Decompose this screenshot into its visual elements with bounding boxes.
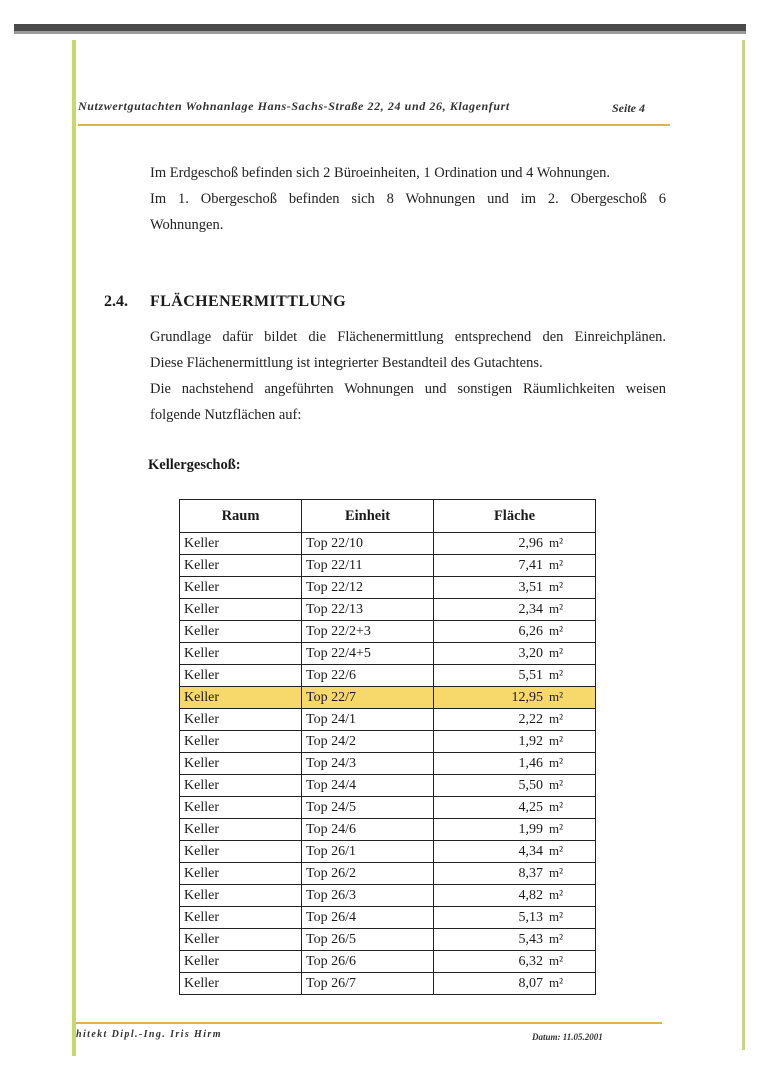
cell-flaeche bbox=[434, 533, 596, 555]
cell-raum: Keller bbox=[180, 533, 302, 555]
cell-raum: Keller bbox=[180, 577, 302, 599]
flaeche-unit: m² bbox=[548, 733, 563, 748]
cell-einheit: Top 22/4+5 bbox=[302, 643, 434, 665]
cell-einheit: Top 24/6 bbox=[302, 819, 434, 841]
table-row bbox=[180, 731, 596, 753]
intro-line-3: Wohnungen. bbox=[150, 217, 224, 233]
cell-einheit: Top 22/10 bbox=[302, 533, 434, 555]
table-row bbox=[180, 775, 596, 797]
footer-date: Datum: 11.05.2001 bbox=[532, 1032, 603, 1042]
column-header-flaeche: Fläche bbox=[434, 500, 596, 533]
flaeche-value: 8,37 bbox=[518, 866, 543, 881]
cell-flaeche bbox=[434, 709, 596, 731]
column-header-raum: Raum bbox=[180, 500, 302, 533]
cell-flaeche bbox=[434, 555, 596, 577]
flaeche-value: 6,32 bbox=[518, 954, 543, 969]
cell-einheit: Top 26/2 bbox=[302, 863, 434, 885]
flaeche-unit: m² bbox=[548, 777, 563, 792]
flaeche-value: 1,46 bbox=[518, 756, 543, 771]
table-row bbox=[180, 599, 596, 621]
flaeche-unit: m² bbox=[548, 909, 563, 924]
cell-einheit: Top 24/3 bbox=[302, 753, 434, 775]
cell-raum: Keller bbox=[180, 797, 302, 819]
cell-raum: Keller bbox=[180, 885, 302, 907]
flaeche-value: 1,99 bbox=[518, 822, 543, 837]
table-row bbox=[180, 929, 596, 951]
flaeche-value: 8,07 bbox=[518, 976, 543, 991]
flaeche-unit: m² bbox=[548, 931, 563, 946]
flaeche-value: 6,26 bbox=[518, 624, 543, 639]
scan-edge-light bbox=[14, 31, 746, 34]
table-row bbox=[180, 797, 596, 819]
header-rule bbox=[78, 124, 670, 126]
cell-raum: Keller bbox=[180, 819, 302, 841]
intro-paragraph bbox=[150, 160, 670, 238]
flaeche-unit: m² bbox=[548, 865, 563, 880]
table-header-row bbox=[180, 500, 596, 533]
flaeche-value: 4,82 bbox=[518, 888, 543, 903]
cell-flaeche bbox=[434, 885, 596, 907]
cell-flaeche bbox=[434, 951, 596, 973]
table-row bbox=[180, 841, 596, 863]
flaeche-value: 3,51 bbox=[518, 580, 543, 595]
cell-flaeche bbox=[434, 665, 596, 687]
flaeche-value: 4,34 bbox=[518, 844, 543, 859]
area-table bbox=[179, 499, 596, 995]
section-title: FLÄCHENERMITTLUNG bbox=[150, 293, 347, 310]
flaeche-value: 7,41 bbox=[518, 558, 543, 573]
cell-raum: Keller bbox=[180, 841, 302, 863]
table-row bbox=[180, 863, 596, 885]
cell-raum: Keller bbox=[180, 599, 302, 621]
cell-flaeche bbox=[434, 599, 596, 621]
cell-flaeche bbox=[434, 841, 596, 863]
flaeche-value: 5,13 bbox=[518, 910, 543, 925]
flaeche-value: 4,25 bbox=[518, 800, 543, 815]
cell-flaeche bbox=[434, 973, 596, 995]
section-line-4: folgende Nutzflächen auf: bbox=[150, 407, 302, 423]
cell-einheit: Top 22/11 bbox=[302, 555, 434, 577]
table-body bbox=[180, 533, 596, 995]
cell-raum: Keller bbox=[180, 951, 302, 973]
table-row bbox=[180, 709, 596, 731]
cell-einheit: Top 24/2 bbox=[302, 731, 434, 753]
left-margin-line bbox=[72, 40, 76, 1056]
flaeche-unit: m² bbox=[548, 821, 563, 836]
cell-raum: Keller bbox=[180, 731, 302, 753]
cell-flaeche bbox=[434, 907, 596, 929]
section-line-1: Grundlage dafür bildet die Flächenermittlung entsprechend den Einreichplänen. bbox=[150, 329, 666, 345]
flaeche-unit: m² bbox=[548, 755, 563, 770]
footer-rule bbox=[76, 1022, 662, 1024]
cell-einheit: Top 22/6 bbox=[302, 665, 434, 687]
cell-einheit: Top 24/1 bbox=[302, 709, 434, 731]
flaeche-unit: m² bbox=[548, 667, 563, 682]
cell-einheit: Top 26/3 bbox=[302, 885, 434, 907]
table-row bbox=[180, 577, 596, 599]
flaeche-value: 2,22 bbox=[518, 712, 543, 727]
flaeche-value: 3,20 bbox=[518, 646, 543, 661]
column-header-einheit: Einheit bbox=[302, 500, 434, 533]
cell-flaeche bbox=[434, 621, 596, 643]
flaeche-unit: m² bbox=[548, 953, 563, 968]
table-row bbox=[180, 643, 596, 665]
table-row bbox=[180, 753, 596, 775]
section-number: 2.4. bbox=[104, 293, 128, 310]
flaeche-value: 12,95 bbox=[511, 690, 543, 705]
cell-raum: Keller bbox=[180, 555, 302, 577]
flaeche-value: 5,50 bbox=[518, 778, 543, 793]
table-row bbox=[180, 533, 596, 555]
cell-einheit: Top 22/2+3 bbox=[302, 621, 434, 643]
cell-einheit: Top 26/1 bbox=[302, 841, 434, 863]
cell-flaeche bbox=[434, 863, 596, 885]
table-row bbox=[180, 951, 596, 973]
table-row bbox=[180, 885, 596, 907]
cell-raum: Keller bbox=[180, 863, 302, 885]
cell-flaeche bbox=[434, 775, 596, 797]
section-line-2: Diese Flächenermittlung ist integrierter Bestandteil des Gutachtens. bbox=[150, 355, 543, 371]
subheading-kellergeschoss: Kellergeschoß: bbox=[148, 457, 241, 473]
cell-raum: Keller bbox=[180, 687, 302, 709]
cell-flaeche bbox=[434, 819, 596, 841]
cell-raum: Keller bbox=[180, 775, 302, 797]
cell-raum: Keller bbox=[180, 621, 302, 643]
cell-einheit: Top 24/5 bbox=[302, 797, 434, 819]
cell-einheit: Top 22/13 bbox=[302, 599, 434, 621]
cell-raum: Keller bbox=[180, 665, 302, 687]
flaeche-unit: m² bbox=[548, 975, 563, 990]
flaeche-unit: m² bbox=[548, 623, 563, 638]
cell-einheit: Top 22/12 bbox=[302, 577, 434, 599]
flaeche-unit: m² bbox=[548, 887, 563, 902]
intro-line-1: Im Erdgeschoß befinden sich 2 Büroeinheiten, 1 Ordination und 4 Wohnungen. bbox=[150, 165, 611, 181]
flaeche-unit: m² bbox=[548, 557, 563, 572]
table-row bbox=[180, 819, 596, 841]
document-header-title: Nutzwertgutachten Wohnanlage Hans-Sachs-Straße 22, 24 und 26, Klagenfurt bbox=[78, 99, 510, 113]
cell-raum: Keller bbox=[180, 929, 302, 951]
cell-flaeche bbox=[434, 753, 596, 775]
flaeche-unit: m² bbox=[548, 689, 563, 704]
cell-raum: Keller bbox=[180, 643, 302, 665]
table-row bbox=[180, 907, 596, 929]
page-number: Seite 4 bbox=[612, 101, 645, 115]
flaeche-unit: m² bbox=[548, 579, 563, 594]
table-row bbox=[180, 687, 596, 709]
section-line-3: Die nachstehend angeführten Wohnungen und sonstigen Räumlichkeiten weisen bbox=[150, 381, 666, 397]
cell-flaeche bbox=[434, 929, 596, 951]
cell-einheit: Top 24/4 bbox=[302, 775, 434, 797]
cell-raum: Keller bbox=[180, 907, 302, 929]
cell-einheit: Top 26/7 bbox=[302, 973, 434, 995]
cell-raum: Keller bbox=[180, 973, 302, 995]
cell-flaeche bbox=[434, 687, 596, 709]
table-row bbox=[180, 973, 596, 995]
cell-flaeche bbox=[434, 731, 596, 753]
cell-einheit: Top 26/5 bbox=[302, 929, 434, 951]
flaeche-unit: m² bbox=[548, 535, 563, 550]
flaeche-value: 2,96 bbox=[518, 536, 543, 551]
intro-line-2: Im 1. Obergeschoß befinden sich 8 Wohnungen und im 2. Obergeschoß 6 bbox=[150, 191, 666, 207]
cell-einheit: Top 26/6 bbox=[302, 951, 434, 973]
flaeche-value: 1,92 bbox=[518, 734, 543, 749]
cell-raum: Keller bbox=[180, 753, 302, 775]
flaeche-value: 5,43 bbox=[518, 932, 543, 947]
table-row bbox=[180, 621, 596, 643]
cell-einheit: Top 22/7 bbox=[302, 687, 434, 709]
section-paragraph bbox=[150, 324, 670, 428]
flaeche-unit: m² bbox=[548, 711, 563, 726]
footer-author: hitekt Dipl.-Ing. Iris Hirm bbox=[76, 1029, 222, 1040]
flaeche-unit: m² bbox=[548, 799, 563, 814]
flaeche-value: 5,51 bbox=[518, 668, 543, 683]
flaeche-value: 2,34 bbox=[518, 602, 543, 617]
cell-flaeche bbox=[434, 797, 596, 819]
right-margin-line bbox=[742, 40, 745, 1050]
cell-einheit: Top 26/4 bbox=[302, 907, 434, 929]
table-row bbox=[180, 665, 596, 687]
flaeche-unit: m² bbox=[548, 601, 563, 616]
cell-raum: Keller bbox=[180, 709, 302, 731]
cell-flaeche bbox=[434, 577, 596, 599]
flaeche-unit: m² bbox=[548, 645, 563, 660]
flaeche-unit: m² bbox=[548, 843, 563, 858]
cell-flaeche bbox=[434, 643, 596, 665]
table-row bbox=[180, 555, 596, 577]
